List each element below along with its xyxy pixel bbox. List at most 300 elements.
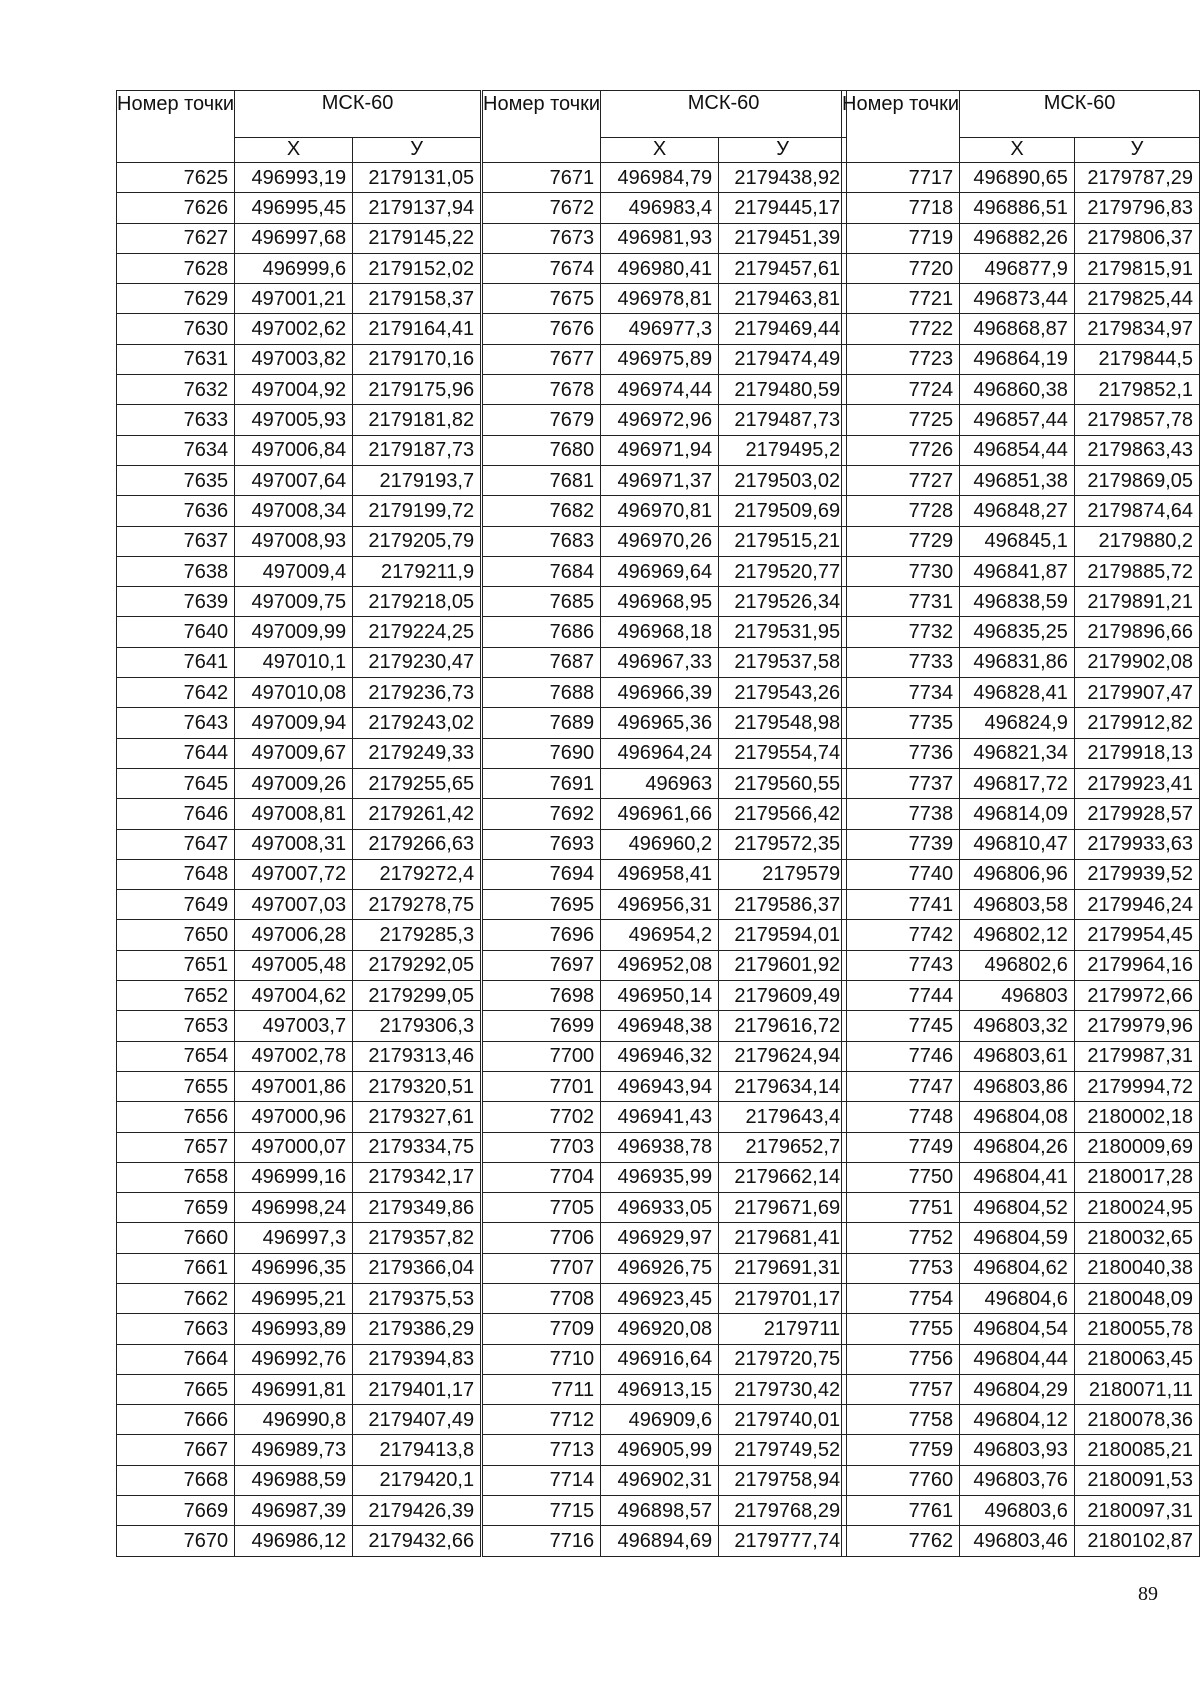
- point-number-cell: 7722: [842, 314, 960, 344]
- y-coordinate-cell: 2179193,7: [353, 465, 481, 495]
- x-coordinate-cell: 496963: [601, 768, 719, 798]
- point-number-cell: 7730: [842, 556, 960, 586]
- y-coordinate-cell: 2179815,91: [1074, 253, 1199, 283]
- y-coordinate-cell: 2179487,73: [719, 405, 847, 435]
- table-row: [117, 799, 481, 829]
- y-coordinate-cell: 2179844,5: [1074, 344, 1199, 374]
- point-number-cell: 7726: [842, 435, 960, 465]
- point-number-cell: 7675: [483, 284, 601, 314]
- y-coordinate-cell: 2179918,13: [1074, 738, 1199, 768]
- point-number-cell: 7659: [117, 1193, 235, 1223]
- point-number-cell: 7672: [483, 193, 601, 223]
- x-coordinate-cell: 496803,46: [960, 1526, 1075, 1556]
- x-coordinate-cell: 496804,41: [960, 1162, 1075, 1192]
- y-coordinate-cell: 2179852,1: [1074, 375, 1199, 405]
- point-number-cell: 7642: [117, 678, 235, 708]
- point-number-cell: 7733: [842, 647, 960, 677]
- table-row: [842, 1344, 1200, 1374]
- table-row: [842, 1283, 1200, 1313]
- x-coordinate-cell: 496997,3: [235, 1223, 353, 1253]
- point-number-cell: 7700: [483, 1041, 601, 1071]
- point-number-cell: 7706: [483, 1223, 601, 1253]
- point-number-cell: 7683: [483, 526, 601, 556]
- x-coordinate-cell: 496913,15: [601, 1374, 719, 1404]
- point-number-cell: 7639: [117, 587, 235, 617]
- header-y: У: [1074, 138, 1199, 163]
- y-coordinate-cell: 2180063,45: [1074, 1344, 1199, 1374]
- table-row: [117, 405, 481, 435]
- point-number-cell: 7725: [842, 405, 960, 435]
- table-row: [483, 678, 847, 708]
- y-coordinate-cell: 2179334,75: [353, 1132, 481, 1162]
- table-row: [842, 617, 1200, 647]
- table-row: [483, 1071, 847, 1101]
- point-number-cell: 7723: [842, 344, 960, 374]
- table-row: [483, 950, 847, 980]
- table-row: [483, 465, 847, 495]
- header-x: Х: [960, 138, 1075, 163]
- y-coordinate-cell: 2180055,78: [1074, 1314, 1199, 1344]
- table-row: [117, 768, 481, 798]
- y-coordinate-cell: 2179662,14: [719, 1162, 847, 1192]
- point-number-cell: 7695: [483, 890, 601, 920]
- point-number-cell: 7677: [483, 344, 601, 374]
- x-coordinate-cell: 496868,87: [960, 314, 1075, 344]
- y-coordinate-cell: 2179939,52: [1074, 859, 1199, 889]
- y-coordinate-cell: 2179386,29: [353, 1314, 481, 1344]
- x-coordinate-cell: 497007,72: [235, 859, 353, 889]
- point-number-cell: 7664: [117, 1344, 235, 1374]
- x-coordinate-cell: 497009,99: [235, 617, 353, 647]
- table-row: [117, 1041, 481, 1071]
- x-coordinate-cell: 496803,86: [960, 1071, 1075, 1101]
- x-coordinate-cell: 496996,35: [235, 1253, 353, 1283]
- table-row: [483, 1223, 847, 1253]
- coordinates-table-1: [116, 90, 481, 1557]
- y-coordinate-cell: 2180097,31: [1074, 1496, 1199, 1526]
- table-row: [842, 1314, 1200, 1344]
- point-number-cell: 7696: [483, 920, 601, 950]
- x-coordinate-cell: 497008,31: [235, 829, 353, 859]
- point-number-cell: 7648: [117, 859, 235, 889]
- point-number-cell: 7727: [842, 465, 960, 495]
- y-coordinate-cell: 2179445,17: [719, 193, 847, 223]
- x-coordinate-cell: 497009,75: [235, 587, 353, 617]
- header-x: Х: [235, 138, 353, 163]
- point-number-cell: 7739: [842, 829, 960, 859]
- header-coordinate-system: МСК-60: [960, 91, 1200, 138]
- y-coordinate-cell: 2179218,05: [353, 587, 481, 617]
- y-coordinate-cell: 2179806,37: [1074, 223, 1199, 253]
- table-row: [117, 1465, 481, 1495]
- point-number-cell: 7674: [483, 253, 601, 283]
- y-coordinate-cell: 2179243,02: [353, 708, 481, 738]
- y-coordinate-cell: 2179175,96: [353, 375, 481, 405]
- x-coordinate-cell: 497001,86: [235, 1071, 353, 1101]
- point-number-cell: 7627: [117, 223, 235, 253]
- y-coordinate-cell: 2179394,83: [353, 1344, 481, 1374]
- table-row: [483, 1314, 847, 1344]
- table-row: [117, 708, 481, 738]
- point-number-cell: 7734: [842, 678, 960, 708]
- y-coordinate-cell: 2179652,7: [719, 1132, 847, 1162]
- point-number-cell: 7736: [842, 738, 960, 768]
- x-coordinate-cell: 496977,3: [601, 314, 719, 344]
- point-number-cell: 7656: [117, 1102, 235, 1132]
- point-number-cell: 7680: [483, 435, 601, 465]
- point-number-cell: 7743: [842, 950, 960, 980]
- y-coordinate-cell: 2179236,73: [353, 678, 481, 708]
- x-coordinate-cell: 496806,96: [960, 859, 1075, 889]
- point-number-cell: 7702: [483, 1102, 601, 1132]
- y-coordinate-cell: 2179292,05: [353, 950, 481, 980]
- y-coordinate-cell: 2179366,04: [353, 1253, 481, 1283]
- y-coordinate-cell: 2179451,39: [719, 223, 847, 253]
- x-coordinate-cell: 496975,89: [601, 344, 719, 374]
- y-coordinate-cell: 2179987,31: [1074, 1041, 1199, 1071]
- x-coordinate-cell: 496835,25: [960, 617, 1075, 647]
- point-number-cell: 7694: [483, 859, 601, 889]
- x-coordinate-cell: 496974,44: [601, 375, 719, 405]
- table-row: [483, 526, 847, 556]
- table-row: [117, 1496, 481, 1526]
- table-row: [117, 284, 481, 314]
- x-coordinate-cell: 497010,08: [235, 678, 353, 708]
- point-number-cell: 7752: [842, 1223, 960, 1253]
- y-coordinate-cell: 2179526,34: [719, 587, 847, 617]
- y-coordinate-cell: 2179749,52: [719, 1435, 847, 1465]
- y-coordinate-cell: 2180085,21: [1074, 1435, 1199, 1465]
- header-coordinate-system: МСК-60: [601, 91, 847, 138]
- table-row: [483, 708, 847, 738]
- table-row: [117, 1314, 481, 1344]
- x-coordinate-cell: 496938,78: [601, 1132, 719, 1162]
- x-coordinate-cell: 497004,62: [235, 981, 353, 1011]
- table-row: [842, 768, 1200, 798]
- point-number-cell: 7640: [117, 617, 235, 647]
- x-coordinate-cell: 497010,1: [235, 647, 353, 677]
- point-number-cell: 7749: [842, 1132, 960, 1162]
- point-number-cell: 7638: [117, 556, 235, 586]
- point-number-cell: 7750: [842, 1162, 960, 1192]
- x-coordinate-cell: 496997,68: [235, 223, 353, 253]
- y-coordinate-cell: 2179531,95: [719, 617, 847, 647]
- table-row: [483, 314, 847, 344]
- x-coordinate-cell: 496909,6: [601, 1405, 719, 1435]
- point-number-cell: 7665: [117, 1374, 235, 1404]
- y-coordinate-cell: 2179624,94: [719, 1041, 847, 1071]
- table-row: [842, 708, 1200, 738]
- table-row: [117, 163, 481, 193]
- y-coordinate-cell: 2179205,79: [353, 526, 481, 556]
- table-row: [483, 1283, 847, 1313]
- x-coordinate-cell: 496995,45: [235, 193, 353, 223]
- point-number-cell: 7717: [842, 163, 960, 193]
- y-coordinate-cell: 2179885,72: [1074, 556, 1199, 586]
- x-coordinate-cell: 496845,1: [960, 526, 1075, 556]
- point-number-cell: 7754: [842, 1283, 960, 1313]
- table-row: [842, 890, 1200, 920]
- x-coordinate-cell: 496987,39: [235, 1496, 353, 1526]
- point-number-cell: 7651: [117, 950, 235, 980]
- y-coordinate-cell: 2179671,69: [719, 1193, 847, 1223]
- x-coordinate-cell: 496929,97: [601, 1223, 719, 1253]
- table-row: [117, 950, 481, 980]
- point-number-cell: 7732: [842, 617, 960, 647]
- table-row: [483, 1041, 847, 1071]
- x-coordinate-cell: 496971,94: [601, 435, 719, 465]
- point-number-cell: 7661: [117, 1253, 235, 1283]
- x-coordinate-cell: 496988,59: [235, 1465, 353, 1495]
- x-coordinate-cell: 496814,09: [960, 799, 1075, 829]
- y-coordinate-cell: 2179420,1: [353, 1465, 481, 1495]
- y-coordinate-cell: 2179261,42: [353, 799, 481, 829]
- x-coordinate-cell: 496810,47: [960, 829, 1075, 859]
- table-row: [842, 1526, 1200, 1556]
- point-number-cell: 7744: [842, 981, 960, 1011]
- point-number-cell: 7630: [117, 314, 235, 344]
- table-row: [483, 435, 847, 465]
- point-number-cell: 7714: [483, 1465, 601, 1495]
- point-number-cell: 7757: [842, 1374, 960, 1404]
- table-row: [483, 890, 847, 920]
- x-coordinate-cell: 496964,24: [601, 738, 719, 768]
- x-coordinate-cell: 496966,39: [601, 678, 719, 708]
- y-coordinate-cell: 2180032,65: [1074, 1223, 1199, 1253]
- point-number-cell: 7746: [842, 1041, 960, 1071]
- y-coordinate-cell: 2179401,17: [353, 1374, 481, 1404]
- table-row: [117, 496, 481, 526]
- y-coordinate-cell: 2179463,81: [719, 284, 847, 314]
- point-number-cell: 7682: [483, 496, 601, 526]
- y-coordinate-cell: 2179249,33: [353, 738, 481, 768]
- table-row: [483, 859, 847, 889]
- y-coordinate-cell: 2179199,72: [353, 496, 481, 526]
- table-row: [483, 799, 847, 829]
- y-coordinate-cell: 2179266,63: [353, 829, 481, 859]
- y-coordinate-cell: 2179616,72: [719, 1011, 847, 1041]
- y-coordinate-cell: 2179480,59: [719, 375, 847, 405]
- x-coordinate-cell: 496804,6: [960, 1283, 1075, 1313]
- table-row: [483, 1132, 847, 1162]
- point-number-cell: 7629: [117, 284, 235, 314]
- table-row: [483, 829, 847, 859]
- x-coordinate-cell: 496941,43: [601, 1102, 719, 1132]
- x-coordinate-cell: 496803: [960, 981, 1075, 1011]
- y-coordinate-cell: 2179375,53: [353, 1283, 481, 1313]
- y-coordinate-cell: 2179170,16: [353, 344, 481, 374]
- y-coordinate-cell: 2179357,82: [353, 1223, 481, 1253]
- point-number-cell: 7647: [117, 829, 235, 859]
- y-coordinate-cell: 2179972,66: [1074, 981, 1199, 1011]
- table-row: [842, 950, 1200, 980]
- x-coordinate-cell: 497008,93: [235, 526, 353, 556]
- point-number-cell: 7753: [842, 1253, 960, 1283]
- y-coordinate-cell: 2179187,73: [353, 435, 481, 465]
- y-coordinate-cell: 2179711: [719, 1314, 847, 1344]
- x-coordinate-cell: 497000,96: [235, 1102, 353, 1132]
- table-row: [483, 253, 847, 283]
- y-coordinate-cell: 2179701,17: [719, 1283, 847, 1313]
- table-row: [842, 981, 1200, 1011]
- table-row: [117, 738, 481, 768]
- x-coordinate-cell: 496984,79: [601, 163, 719, 193]
- y-coordinate-cell: 2179964,16: [1074, 950, 1199, 980]
- x-coordinate-cell: 496802,12: [960, 920, 1075, 950]
- y-coordinate-cell: 2179224,25: [353, 617, 481, 647]
- table-row: [483, 920, 847, 950]
- y-coordinate-cell: 2180009,69: [1074, 1132, 1199, 1162]
- point-number-cell: 7735: [842, 708, 960, 738]
- y-coordinate-cell: 2179131,05: [353, 163, 481, 193]
- x-coordinate-cell: 496804,44: [960, 1344, 1075, 1374]
- table-row: [117, 253, 481, 283]
- table-row: [483, 163, 847, 193]
- x-coordinate-cell: 496804,26: [960, 1132, 1075, 1162]
- x-coordinate-cell: 496821,34: [960, 738, 1075, 768]
- table-row: [842, 496, 1200, 526]
- header-coordinate-system: МСК-60: [235, 91, 481, 138]
- y-coordinate-cell: 2179777,74: [719, 1526, 847, 1556]
- y-coordinate-cell: 2179740,01: [719, 1405, 847, 1435]
- y-coordinate-cell: 2179543,26: [719, 678, 847, 708]
- table-row: [842, 1405, 1200, 1435]
- y-coordinate-cell: 2179768,29: [719, 1496, 847, 1526]
- point-number-cell: 7703: [483, 1132, 601, 1162]
- x-coordinate-cell: 496990,8: [235, 1405, 353, 1435]
- y-coordinate-cell: 2179880,2: [1074, 526, 1199, 556]
- y-coordinate-cell: 2179758,94: [719, 1465, 847, 1495]
- point-number-cell: 7713: [483, 1435, 601, 1465]
- point-number-cell: 7761: [842, 1496, 960, 1526]
- table-row: [483, 375, 847, 405]
- y-coordinate-cell: 2179407,49: [353, 1405, 481, 1435]
- point-number-cell: 7684: [483, 556, 601, 586]
- x-coordinate-cell: 496933,05: [601, 1193, 719, 1223]
- x-coordinate-cell: 496905,99: [601, 1435, 719, 1465]
- table-row: [483, 1253, 847, 1283]
- point-number-cell: 7747: [842, 1071, 960, 1101]
- x-coordinate-cell: 496882,26: [960, 223, 1075, 253]
- table-row: [117, 890, 481, 920]
- point-number-cell: 7742: [842, 920, 960, 950]
- table-row: [483, 193, 847, 223]
- y-coordinate-cell: 2179912,82: [1074, 708, 1199, 738]
- x-coordinate-cell: 496920,08: [601, 1314, 719, 1344]
- y-coordinate-cell: 2179503,02: [719, 465, 847, 495]
- x-coordinate-cell: 497004,92: [235, 375, 353, 405]
- table-row: [117, 1102, 481, 1132]
- x-coordinate-cell: 497008,81: [235, 799, 353, 829]
- header-y: У: [353, 138, 481, 163]
- table-row: [842, 920, 1200, 950]
- x-coordinate-cell: 496946,32: [601, 1041, 719, 1071]
- table-row: [117, 223, 481, 253]
- table-row: [117, 617, 481, 647]
- x-coordinate-cell: 496991,81: [235, 1374, 353, 1404]
- point-number-cell: 7748: [842, 1102, 960, 1132]
- table-row: [117, 526, 481, 556]
- y-coordinate-cell: 2179979,96: [1074, 1011, 1199, 1041]
- table-row: [117, 859, 481, 889]
- y-coordinate-cell: 2179438,92: [719, 163, 847, 193]
- x-coordinate-cell: 496956,31: [601, 890, 719, 920]
- point-number-cell: 7626: [117, 193, 235, 223]
- y-coordinate-cell: 2179896,66: [1074, 617, 1199, 647]
- table-row: [842, 1132, 1200, 1162]
- x-coordinate-cell: 496864,19: [960, 344, 1075, 374]
- x-coordinate-cell: 496970,81: [601, 496, 719, 526]
- point-number-cell: 7657: [117, 1132, 235, 1162]
- table-row: [842, 587, 1200, 617]
- x-coordinate-cell: 496999,6: [235, 253, 353, 283]
- point-number-cell: 7724: [842, 375, 960, 405]
- x-coordinate-cell: 497007,64: [235, 465, 353, 495]
- table-row: [117, 1405, 481, 1435]
- x-coordinate-cell: 496993,89: [235, 1314, 353, 1344]
- table-row: [117, 829, 481, 859]
- x-coordinate-cell: 496828,41: [960, 678, 1075, 708]
- table-row: [483, 1496, 847, 1526]
- table-row: [842, 799, 1200, 829]
- y-coordinate-cell: 2179349,86: [353, 1193, 481, 1223]
- table-row: [842, 678, 1200, 708]
- table-row: [842, 1011, 1200, 1041]
- y-coordinate-cell: 2179272,4: [353, 859, 481, 889]
- x-coordinate-cell: 496952,08: [601, 950, 719, 980]
- point-number-cell: 7707: [483, 1253, 601, 1283]
- x-coordinate-cell: 496804,59: [960, 1223, 1075, 1253]
- point-number-cell: 7669: [117, 1496, 235, 1526]
- y-coordinate-cell: 2179796,83: [1074, 193, 1199, 223]
- table-row: [842, 1162, 1200, 1192]
- y-coordinate-cell: 2179825,44: [1074, 284, 1199, 314]
- x-coordinate-cell: 496854,44: [960, 435, 1075, 465]
- header-point-number: Номер точки: [483, 91, 601, 163]
- table-row: [842, 738, 1200, 768]
- point-number-cell: 7658: [117, 1162, 235, 1192]
- point-number-cell: 7643: [117, 708, 235, 738]
- y-coordinate-cell: 2179230,47: [353, 647, 481, 677]
- point-number-cell: 7686: [483, 617, 601, 647]
- point-number-cell: 7631: [117, 344, 235, 374]
- table-row: [842, 1496, 1200, 1526]
- x-coordinate-cell: 496894,69: [601, 1526, 719, 1556]
- point-number-cell: 7690: [483, 738, 601, 768]
- y-coordinate-cell: 2179299,05: [353, 981, 481, 1011]
- point-number-cell: 7710: [483, 1344, 601, 1374]
- y-coordinate-cell: 2179579: [719, 859, 847, 889]
- x-coordinate-cell: 496803,76: [960, 1465, 1075, 1495]
- x-coordinate-cell: 496968,95: [601, 587, 719, 617]
- table-row: [842, 1223, 1200, 1253]
- x-coordinate-cell: 497007,03: [235, 890, 353, 920]
- x-coordinate-cell: 496831,86: [960, 647, 1075, 677]
- x-coordinate-cell: 497006,28: [235, 920, 353, 950]
- x-coordinate-cell: 496968,18: [601, 617, 719, 647]
- table-row: [483, 1435, 847, 1465]
- table-row: [117, 1071, 481, 1101]
- y-coordinate-cell: 2179342,17: [353, 1162, 481, 1192]
- x-coordinate-cell: 496804,12: [960, 1405, 1075, 1435]
- table-row: [842, 1435, 1200, 1465]
- y-coordinate-cell: 2179474,49: [719, 344, 847, 374]
- point-number-cell: 7660: [117, 1223, 235, 1253]
- point-number-cell: 7663: [117, 1314, 235, 1344]
- x-coordinate-cell: 497002,62: [235, 314, 353, 344]
- table-row: [117, 1223, 481, 1253]
- table-row: [842, 284, 1200, 314]
